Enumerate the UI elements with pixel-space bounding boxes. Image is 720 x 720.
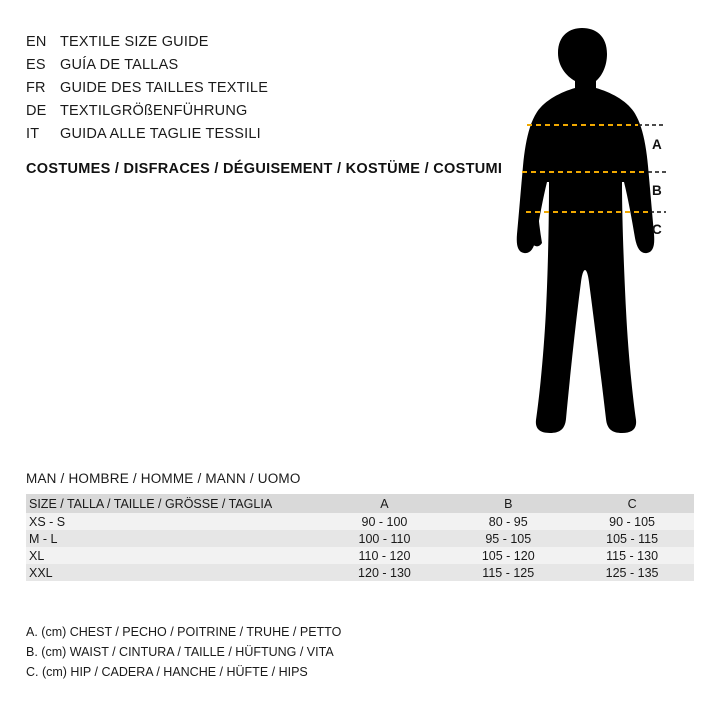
table-head <box>26 494 694 513</box>
table-row <box>26 513 694 530</box>
language-row <box>26 57 446 80</box>
cell-b: 80 - 95 <box>488 514 528 529</box>
table-header-row <box>26 494 694 513</box>
table-row <box>26 564 694 581</box>
cell-size: XXL <box>29 565 53 580</box>
cell-c: 115 - 130 <box>606 548 659 563</box>
header-c: C <box>627 496 637 511</box>
language-text: TEXTILE SIZE GUIDE <box>60 34 209 50</box>
footnote-hip: C. (cm) HIP / CADERA / HANCHE / HÜFTE / HIPS <box>26 665 308 679</box>
silhouette-svg <box>470 20 700 450</box>
header-size: SIZE / TALLA / TAILLE / GRÖSSE / TAGLIA <box>29 496 273 511</box>
marker-label-c: C <box>652 222 662 237</box>
header-a: A <box>380 496 389 511</box>
cell-size: XL <box>29 548 45 563</box>
table-row <box>26 530 694 547</box>
language-text: GUIDA ALLE TAGLIE TESSILI <box>60 126 261 142</box>
footnote-waist: B. (cm) WAIST / CINTURA / TAILLE / HÜFTUNG / VITA <box>26 645 334 659</box>
marker-label-b: B <box>652 183 662 198</box>
table-body <box>26 513 694 581</box>
language-row <box>26 126 446 149</box>
cell-a: 120 - 130 <box>358 565 411 580</box>
language-text: GUIDE DES TAILLES TEXTILE <box>60 80 269 96</box>
language-code: EN <box>26 34 47 50</box>
language-code: DE <box>26 103 47 119</box>
footnote-list <box>26 622 341 682</box>
language-row <box>26 103 446 126</box>
language-row <box>26 34 446 57</box>
cell-a: 110 - 120 <box>358 548 411 563</box>
footnote-chest: A. (cm) CHEST / PECHO / POITRINE / TRUHE / PETTO <box>26 625 342 639</box>
marker-label-a: A <box>652 137 662 152</box>
cell-size: M - L <box>29 531 58 546</box>
cell-c: 105 - 115 <box>606 531 659 546</box>
language-text: TEXTILGRÖßENFÜHRUNG <box>60 103 248 119</box>
language-code: ES <box>26 57 46 73</box>
cell-c: 125 - 135 <box>605 565 659 580</box>
group-label: MAN / HOMBRE / HOMME / MANN / UOMO <box>26 471 301 486</box>
cell-a: 100 - 110 <box>358 531 411 546</box>
cell-c: 90 - 105 <box>609 514 656 529</box>
language-code: FR <box>26 80 46 96</box>
language-code: IT <box>26 126 40 142</box>
cell-a: 90 - 100 <box>361 514 408 529</box>
table-row <box>26 547 694 564</box>
language-text: GUÍA DE TALLAS <box>60 57 179 73</box>
language-row <box>26 80 446 103</box>
header-b: B <box>504 496 513 511</box>
cell-b: 105 - 120 <box>481 548 535 563</box>
cell-size: XS - S <box>29 514 66 529</box>
figure-diagram <box>470 20 700 450</box>
costumes-subtitle: COSTUMES / DISFRACES / DÉGUISEMENT / KOSTÜME / COSTUMI <box>26 161 503 177</box>
cell-b: 115 - 125 <box>482 565 535 580</box>
cell-b: 95 - 105 <box>485 531 532 546</box>
size-table <box>26 494 694 581</box>
language-list <box>26 34 446 149</box>
